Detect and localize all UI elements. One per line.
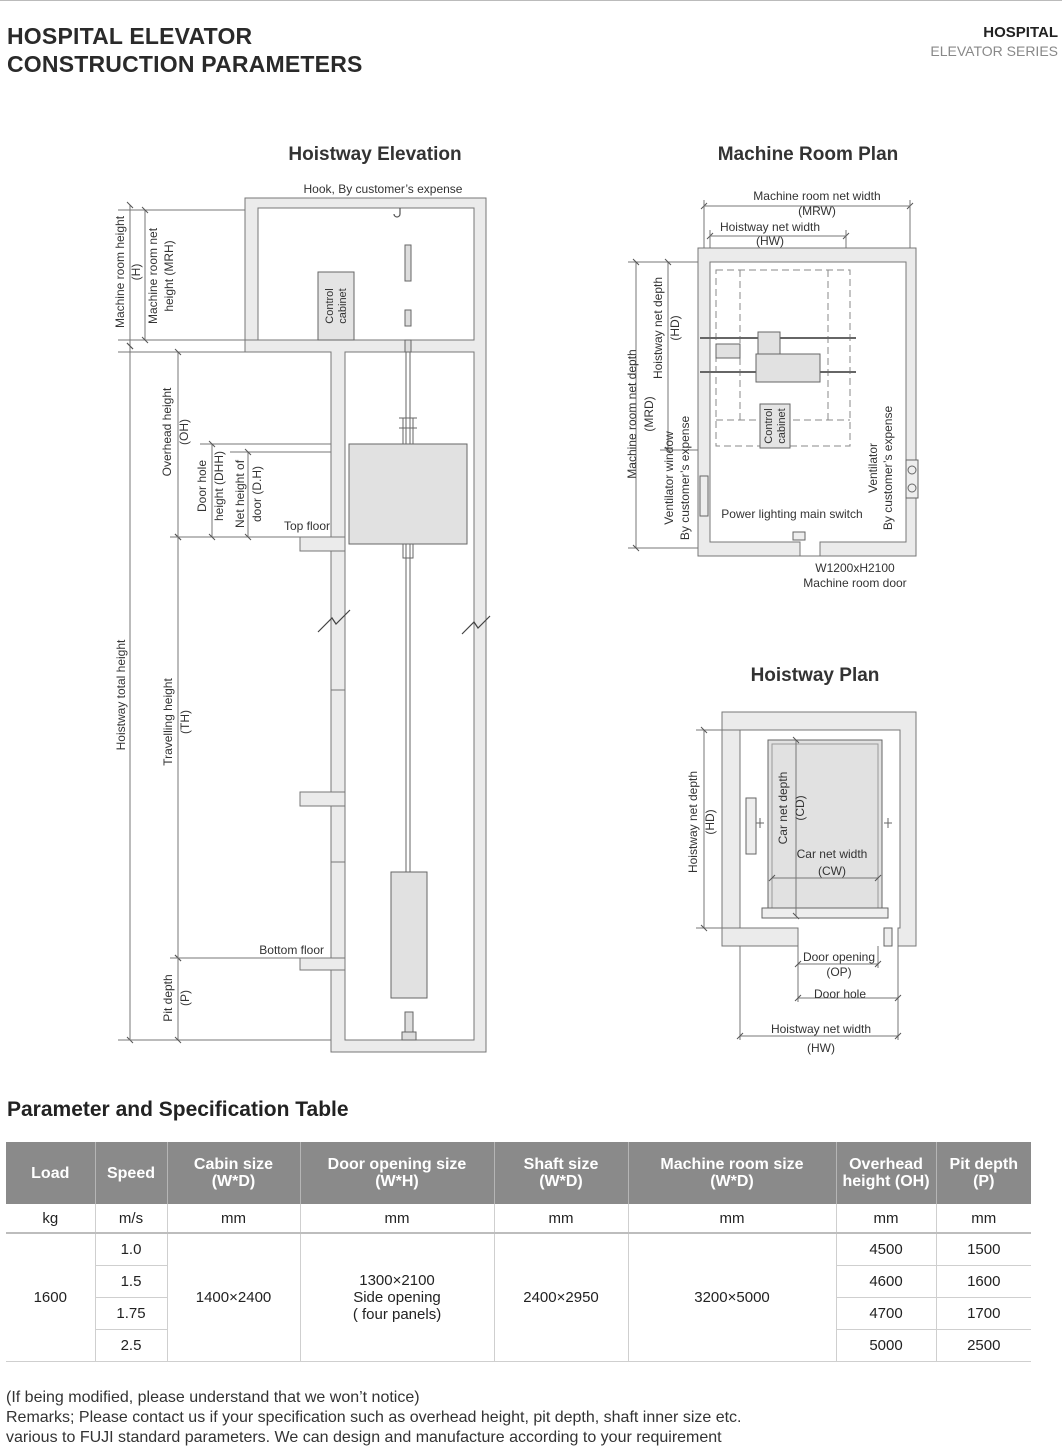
header-machine-room: Machine room size (W*D) [628,1142,836,1204]
cell-overhead: 4600 [836,1266,936,1298]
label-hw: Hoistway net width [719,220,821,234]
table-row [6,1233,1031,1266]
label-cw: Car net width [796,847,868,861]
label-power-switch: Power lighting main switch [721,507,863,521]
svg-text:(HD): (HD) [703,809,717,835]
cell-overhead: 4500 [836,1233,936,1266]
label-top-floor: Top floor [283,519,330,533]
hoistway-walls [245,198,486,1052]
label-door-hole: Door hole [813,987,867,1001]
svg-text:By customer’s expense: By customer’s expense [678,415,692,541]
svg-text:(CD): (CD) [793,795,807,821]
header-door: Door opening size (W*H) [300,1142,494,1204]
label-door-hole: Door hole [195,459,209,513]
hoistway-plan-title: Hoistway Plan [750,665,880,686]
footer-line-3: various to FUJI standard parameters. We can design and manufacture according to your requirement [6,1429,722,1446]
label-cd: Car net depth [776,771,790,845]
series-line-1: HOSPITAL [983,24,1058,41]
label-overhead: Overhead height [160,387,174,477]
svg-text:(P): (P) [178,990,192,1006]
cell-cabin: 1400×2400 [167,1233,300,1362]
svg-text:(OP): (OP) [826,965,852,979]
counterweight [391,872,427,998]
label-ventilator: Ventilator [866,442,880,494]
footer-line-1: (If being modified, please understand that we won’t notice) [6,1389,420,1406]
label-mrw: Machine room net width [753,189,881,203]
spec-table-title: Parameter and Specification Table [7,1098,349,1121]
footer-notes [6,1388,742,1448]
svg-text:cabinet: cabinet [776,408,788,444]
cell-pit: 1700 [936,1298,1031,1330]
cell-pit: 1500 [936,1233,1031,1266]
hoistway-elevation-title: Hoistway Elevation [288,144,462,165]
hook-label: Hook, By customer’s expense [303,182,463,196]
footer-line-2: Remarks; Please contact us if your specification such as overhead height, pit depth, shaft inner size etc. [6,1409,742,1426]
label-hp-hw: Hoistway net width [770,1022,872,1036]
cell-speed: 2.5 [95,1330,167,1362]
title-line-1: HOSPITAL ELEVATOR [7,23,253,49]
cell-speed: 1.75 [95,1298,167,1330]
svg-text:cabinet: cabinet [337,288,349,324]
header-load: Load [6,1142,95,1204]
header-speed: Speed [95,1142,167,1204]
label-mrd: Machine room net depth [625,349,639,479]
spec-units-row: kg m/s mm mm mm mm mm mm [6,1204,1031,1233]
cell-pit: 1600 [936,1266,1031,1298]
hoistway-elevation [113,144,490,1052]
svg-text:(MRD): (MRD) [642,396,656,432]
label-op: Door opening [802,950,876,964]
cell-speed: 1.5 [95,1266,167,1298]
svg-text:height (DHH): height (DHH) [212,450,226,522]
svg-text:(TH): (TH) [178,710,192,734]
machine-room-plan [625,144,918,590]
label-pit-depth: Pit depth [161,974,175,1022]
spec-table [6,1142,1031,1362]
label-mr-door: Machine room door [803,576,907,590]
cell-machine-room: 3200×5000 [628,1233,836,1362]
hook-icon [394,208,400,217]
machine-room-plan-title: Machine Room Plan [717,144,899,165]
cell-pit: 2500 [936,1330,1031,1362]
header-pit: Pit depth (P) [936,1142,1031,1204]
label-bottom-floor: Bottom floor [259,943,324,957]
cell-load: 1600 [6,1233,95,1362]
label-hp-hd: Hoistway net depth [686,770,700,874]
label-mr-height: Machine room height [113,215,127,329]
cell-speed: 1.0 [95,1233,167,1266]
label-travelling: Travelling height [161,678,175,766]
svg-text:height (MRH): height (MRH) [162,240,176,312]
spec-header-row [6,1142,1031,1204]
cell-shaft: 2400×2950 [494,1233,628,1362]
cell-overhead: 5000 [836,1330,936,1362]
svg-text:By customer’s expense: By customer’s expense [881,405,895,531]
svg-text:door (D.H): door (D.H) [250,465,264,523]
svg-text:(HD): (HD) [668,315,682,341]
hoistway-plan [686,665,916,1055]
car [349,444,467,544]
header-overhead: Overhead height (OH) [836,1142,936,1204]
cell-overhead: 4700 [836,1298,936,1330]
svg-text:(H): (H) [129,263,143,281]
cell-door: 1300×2100 Side opening ( four panels) [300,1233,494,1362]
svg-text:(MRW): (MRW) [798,204,836,218]
title-line-2: CONSTRUCTION PARAMETERS [7,51,363,77]
svg-text:(HW): (HW) [807,1041,835,1055]
series-line-2: ELEVATOR SERIES [930,43,1058,59]
label-vent-window: Ventilator window [662,431,676,525]
label-net-door: Net height of [233,459,247,529]
svg-text:(HW): (HW) [756,234,784,248]
label-door-size: W1200xH2100 [815,561,895,575]
header-cabin: Cabin size (W*D) [167,1142,300,1204]
label-mr-hd: Hoistway net depth [651,276,665,380]
label-mr-net-height: Machine room net [146,227,160,325]
header-shaft: Shaft size (W*D) [494,1142,628,1204]
svg-text:Control: Control [324,288,336,324]
label-hoistway-total: Hoistway total height [114,639,128,751]
svg-text:(OH): (OH) [177,419,191,445]
svg-text:Control: Control [763,408,775,444]
svg-text:(CW): (CW) [818,864,846,878]
